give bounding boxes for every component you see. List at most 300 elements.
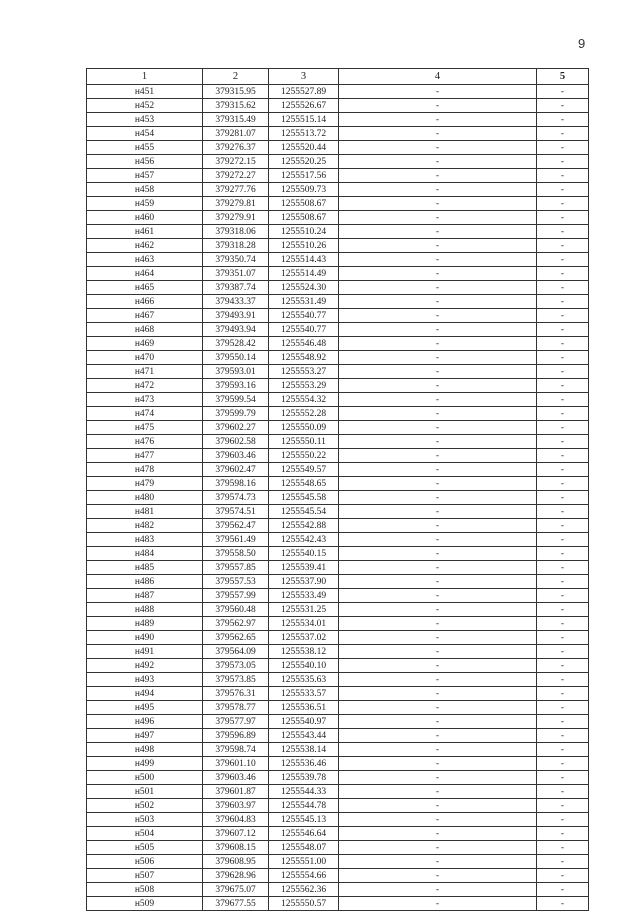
table-cell: 379599.54 (203, 393, 269, 407)
table-cell: - (537, 855, 589, 869)
table-cell: 379318.28 (203, 239, 269, 253)
table-cell: 379607.12 (203, 827, 269, 841)
table-cell: - (339, 645, 537, 659)
table-cell: - (339, 883, 537, 897)
table-cell: н471 (87, 365, 203, 379)
table-cell: - (537, 519, 589, 533)
table-cell: 379550.14 (203, 351, 269, 365)
table-cell: 379574.51 (203, 505, 269, 519)
table-cell: 1255527.89 (269, 85, 339, 99)
table-cell: 379281.07 (203, 127, 269, 141)
table-cell: 379602.58 (203, 435, 269, 449)
table-cell: н469 (87, 337, 203, 351)
table-cell: 379557.99 (203, 589, 269, 603)
table-row (87, 281, 589, 295)
table-cell: - (339, 197, 537, 211)
table-cell: - (537, 785, 589, 799)
table-cell: 379598.16 (203, 477, 269, 491)
table-cell: 379573.85 (203, 673, 269, 687)
table-cell: - (537, 435, 589, 449)
table-cell: 379279.81 (203, 197, 269, 211)
table-cell: н466 (87, 295, 203, 309)
table-cell: - (537, 505, 589, 519)
table-cell: - (339, 393, 537, 407)
table-cell: 1255554.32 (269, 393, 339, 407)
table-cell: - (537, 309, 589, 323)
table-cell: - (537, 729, 589, 743)
table-row (87, 239, 589, 253)
table-row (87, 869, 589, 883)
table-cell: 379677.55 (203, 897, 269, 911)
table-cell: 1255536.51 (269, 701, 339, 715)
table-cell: 1255538.14 (269, 743, 339, 757)
table-cell: 1255508.67 (269, 197, 339, 211)
table-cell: 379601.87 (203, 785, 269, 799)
table-cell: - (339, 477, 537, 491)
column-header-5: 5 (537, 69, 589, 85)
table-cell: н473 (87, 393, 203, 407)
table-cell: н478 (87, 463, 203, 477)
table-cell: 1255548.92 (269, 351, 339, 365)
table-cell: н476 (87, 435, 203, 449)
table-cell: 1255544.78 (269, 799, 339, 813)
table-cell: - (339, 673, 537, 687)
table-row (87, 379, 589, 393)
table-cell: - (537, 239, 589, 253)
table-row (87, 491, 589, 505)
table-cell: 379601.10 (203, 757, 269, 771)
table-cell: 379573.05 (203, 659, 269, 673)
table-row (87, 813, 589, 827)
table-cell: - (537, 407, 589, 421)
table-cell: - (339, 729, 537, 743)
table-cell: 379315.62 (203, 99, 269, 113)
table-cell: 1255554.66 (269, 869, 339, 883)
table-cell: 1255539.41 (269, 561, 339, 575)
table-cell: - (339, 561, 537, 575)
table-cell: - (339, 701, 537, 715)
table-cell: 379315.95 (203, 85, 269, 99)
column-header-3: 3 (269, 69, 339, 85)
table-row (87, 197, 589, 211)
table-cell: 379603.46 (203, 449, 269, 463)
table-cell: н459 (87, 197, 203, 211)
table-cell: - (339, 169, 537, 183)
table-cell: 379564.09 (203, 645, 269, 659)
column-header-2: 2 (203, 69, 269, 85)
table-cell: - (339, 533, 537, 547)
table-cell: н495 (87, 701, 203, 715)
table-cell: 1255517.56 (269, 169, 339, 183)
table-cell: 1255540.77 (269, 323, 339, 337)
table-row (87, 449, 589, 463)
table-cell: - (339, 421, 537, 435)
table-cell: 379593.01 (203, 365, 269, 379)
table-row (87, 393, 589, 407)
table-row (87, 435, 589, 449)
table-cell: - (339, 323, 537, 337)
table-cell: - (339, 449, 537, 463)
table-cell: - (537, 463, 589, 477)
table-cell: - (537, 365, 589, 379)
table-row (87, 155, 589, 169)
table-cell: 1255540.97 (269, 715, 339, 729)
table-cell: 1255526.67 (269, 99, 339, 113)
table-cell: 379562.47 (203, 519, 269, 533)
table-cell: - (537, 141, 589, 155)
table-cell: н502 (87, 799, 203, 813)
table-cell: - (339, 799, 537, 813)
table-cell: н487 (87, 589, 203, 603)
table-cell: 379602.47 (203, 463, 269, 477)
table-cell: 1255543.44 (269, 729, 339, 743)
table-cell: 1255550.11 (269, 435, 339, 449)
table-row (87, 715, 589, 729)
table-cell: н504 (87, 827, 203, 841)
table-cell: - (537, 799, 589, 813)
table-row (87, 113, 589, 127)
table-cell: н483 (87, 533, 203, 547)
table-cell: - (339, 589, 537, 603)
table-cell: 379596.89 (203, 729, 269, 743)
table-cell: н457 (87, 169, 203, 183)
table-cell: - (339, 113, 537, 127)
table-row (87, 743, 589, 757)
table-cell: 379561.49 (203, 533, 269, 547)
table-cell: н465 (87, 281, 203, 295)
table-cell: н451 (87, 85, 203, 99)
table-cell: - (537, 323, 589, 337)
table-cell: 1255520.44 (269, 141, 339, 155)
table-cell: - (339, 505, 537, 519)
table-row (87, 365, 589, 379)
table-row (87, 785, 589, 799)
column-header-4: 4 (339, 69, 537, 85)
table-cell: - (537, 869, 589, 883)
table-cell: н490 (87, 631, 203, 645)
table-cell: 1255510.24 (269, 225, 339, 239)
table-cell: 1255550.57 (269, 897, 339, 911)
table-cell: - (339, 183, 537, 197)
table-row (87, 603, 589, 617)
table-cell: - (537, 603, 589, 617)
table-cell: н484 (87, 547, 203, 561)
table-cell: - (339, 379, 537, 393)
table-cell: 379628.96 (203, 869, 269, 883)
table-cell: н496 (87, 715, 203, 729)
table-cell: - (339, 407, 537, 421)
table-cell: 379350.74 (203, 253, 269, 267)
table-cell: н485 (87, 561, 203, 575)
table-row (87, 617, 589, 631)
table-cell: 379272.27 (203, 169, 269, 183)
table-cell: 379387.74 (203, 281, 269, 295)
table-cell: н452 (87, 99, 203, 113)
table-cell: н503 (87, 813, 203, 827)
table-cell: - (339, 435, 537, 449)
table-cell: - (339, 225, 537, 239)
table-cell: н461 (87, 225, 203, 239)
table-row (87, 323, 589, 337)
table-cell: 379493.91 (203, 309, 269, 323)
table-cell: 1255545.13 (269, 813, 339, 827)
table-cell: - (537, 295, 589, 309)
table-cell: - (339, 267, 537, 281)
table-cell: - (537, 337, 589, 351)
table-cell: - (537, 393, 589, 407)
table-cell: н499 (87, 757, 203, 771)
table-cell: - (537, 127, 589, 141)
table-cell: 1255540.10 (269, 659, 339, 673)
table-cell: н463 (87, 253, 203, 267)
page-number: 9 (578, 36, 586, 51)
table-row (87, 729, 589, 743)
table-cell: н462 (87, 239, 203, 253)
table-cell: 379603.46 (203, 771, 269, 785)
table-cell: - (537, 547, 589, 561)
table-cell: - (339, 127, 537, 141)
table-cell: - (339, 337, 537, 351)
table-cell: - (339, 85, 537, 99)
table-cell: 1255534.01 (269, 617, 339, 631)
table-cell: 1255553.27 (269, 365, 339, 379)
table-cell: - (537, 491, 589, 505)
table-row (87, 575, 589, 589)
table-cell: 1255546.48 (269, 337, 339, 351)
table-cell: 379433.37 (203, 295, 269, 309)
table-cell: - (537, 701, 589, 715)
table-cell: - (537, 351, 589, 365)
table-cell: - (537, 267, 589, 281)
table-cell: н505 (87, 841, 203, 855)
table-cell: н494 (87, 687, 203, 701)
table-cell: 1255562.36 (269, 883, 339, 897)
table-cell: - (537, 113, 589, 127)
table-cell: 1255545.58 (269, 491, 339, 505)
table-cell: н477 (87, 449, 203, 463)
table-cell: н480 (87, 491, 203, 505)
table-cell: 379276.37 (203, 141, 269, 155)
table-cell: - (537, 589, 589, 603)
table-cell: 1255514.43 (269, 253, 339, 267)
table-cell: 379562.97 (203, 617, 269, 631)
table-cell: - (537, 617, 589, 631)
table-cell: - (537, 687, 589, 701)
table-cell: н488 (87, 603, 203, 617)
table-cell: - (537, 169, 589, 183)
table-cell: - (537, 561, 589, 575)
table-row (87, 533, 589, 547)
table-cell: н464 (87, 267, 203, 281)
table-cell: - (537, 813, 589, 827)
table-row (87, 519, 589, 533)
table-cell: н458 (87, 183, 203, 197)
table-cell: 379493.94 (203, 323, 269, 337)
table-row (87, 127, 589, 141)
table-cell: - (537, 477, 589, 491)
table-cell: 379558.50 (203, 547, 269, 561)
table-row (87, 547, 589, 561)
table-row (87, 631, 589, 645)
table-cell: - (339, 631, 537, 645)
table-row (87, 407, 589, 421)
table-cell: 1255513.72 (269, 127, 339, 141)
table-cell: - (339, 295, 537, 309)
table-cell: н454 (87, 127, 203, 141)
table-cell: н467 (87, 309, 203, 323)
table-cell: - (339, 813, 537, 827)
table-cell: - (339, 99, 537, 113)
table-cell: 1255553.29 (269, 379, 339, 393)
table-cell: - (339, 253, 537, 267)
table-cell: 1255542.88 (269, 519, 339, 533)
table-row (87, 309, 589, 323)
table-row (87, 85, 589, 99)
table-row (87, 477, 589, 491)
table-cell: н489 (87, 617, 203, 631)
table-cell: - (537, 225, 589, 239)
table-cell: 1255548.65 (269, 477, 339, 491)
table-cell: - (339, 617, 537, 631)
table-cell: 1255535.63 (269, 673, 339, 687)
table-row (87, 267, 589, 281)
table-cell: - (537, 85, 589, 99)
table-cell: н468 (87, 323, 203, 337)
table-cell: - (537, 449, 589, 463)
table-cell: 1255533.49 (269, 589, 339, 603)
table-cell: 1255510.26 (269, 239, 339, 253)
table-cell: - (339, 239, 537, 253)
table-cell: н475 (87, 421, 203, 435)
table-header-row (87, 69, 589, 85)
table-cell: 1255539.78 (269, 771, 339, 785)
table-cell: 379557.53 (203, 575, 269, 589)
table-cell: 1255514.49 (269, 267, 339, 281)
table-cell: 1255533.57 (269, 687, 339, 701)
table-cell: - (339, 547, 537, 561)
table-row (87, 897, 589, 911)
table-row (87, 771, 589, 785)
table-cell: н455 (87, 141, 203, 155)
table-cell: - (537, 99, 589, 113)
table-cell: 1255536.46 (269, 757, 339, 771)
table-cell: 379608.15 (203, 841, 269, 855)
table-cell: - (339, 281, 537, 295)
table-cell: 1255552.28 (269, 407, 339, 421)
table-cell: - (537, 631, 589, 645)
table-cell: - (537, 645, 589, 659)
table-cell: 1255551.00 (269, 855, 339, 869)
table-cell: н481 (87, 505, 203, 519)
table-row (87, 337, 589, 351)
table-cell: - (339, 603, 537, 617)
table-cell: 1255540.77 (269, 309, 339, 323)
table-row (87, 99, 589, 113)
table-cell: 379528.42 (203, 337, 269, 351)
table-row (87, 645, 589, 659)
table-row (87, 757, 589, 771)
table-cell: н493 (87, 673, 203, 687)
table-cell: н507 (87, 869, 203, 883)
table-cell: 1255544.33 (269, 785, 339, 799)
table-cell: 379562.65 (203, 631, 269, 645)
table-row (87, 673, 589, 687)
table-cell: н474 (87, 407, 203, 421)
coordinates-table (86, 68, 589, 911)
table-cell: - (537, 827, 589, 841)
table-cell: - (339, 743, 537, 757)
table-row (87, 351, 589, 365)
table-cell: н506 (87, 855, 203, 869)
table-cell: 379351.07 (203, 267, 269, 281)
table-cell: 379593.16 (203, 379, 269, 393)
table-cell: - (339, 869, 537, 883)
table-row (87, 855, 589, 869)
table-cell: 1255531.25 (269, 603, 339, 617)
table-cell: - (339, 155, 537, 169)
table-cell: 379315.49 (203, 113, 269, 127)
table-cell: - (339, 491, 537, 505)
table-cell: 1255524.30 (269, 281, 339, 295)
table-cell: н497 (87, 729, 203, 743)
table-cell: - (339, 141, 537, 155)
table-cell: 1255548.07 (269, 841, 339, 855)
table-row (87, 799, 589, 813)
table-row (87, 561, 589, 575)
table-row (87, 463, 589, 477)
table-row (87, 253, 589, 267)
table-cell: 1255550.09 (269, 421, 339, 435)
table-cell: 1255549.57 (269, 463, 339, 477)
table-cell: 1255515.14 (269, 113, 339, 127)
table-cell: 1255520.25 (269, 155, 339, 169)
table-cell: 379598.74 (203, 743, 269, 757)
table-cell: - (537, 897, 589, 911)
table-cell: - (339, 211, 537, 225)
table-cell: - (339, 687, 537, 701)
table-cell: 1255550.22 (269, 449, 339, 463)
table-cell: 1255542.43 (269, 533, 339, 547)
table-row (87, 169, 589, 183)
table-cell: - (537, 575, 589, 589)
table-cell: н453 (87, 113, 203, 127)
table-row (87, 701, 589, 715)
table-row (87, 295, 589, 309)
table-cell: - (339, 897, 537, 911)
table-cell: н460 (87, 211, 203, 225)
table-cell: - (339, 309, 537, 323)
table-cell: н492 (87, 659, 203, 673)
table-row (87, 505, 589, 519)
table-cell: 1255531.49 (269, 295, 339, 309)
table-cell: н501 (87, 785, 203, 799)
table-cell: - (537, 673, 589, 687)
table-cell: н491 (87, 645, 203, 659)
table-cell: 379272.15 (203, 155, 269, 169)
table-row (87, 659, 589, 673)
table-cell: 379577.97 (203, 715, 269, 729)
table-cell: 379318.06 (203, 225, 269, 239)
table-cell: 1255546.64 (269, 827, 339, 841)
table-row (87, 141, 589, 155)
table-cell: 1255545.54 (269, 505, 339, 519)
table-cell: н482 (87, 519, 203, 533)
table-cell: 379675.07 (203, 883, 269, 897)
table-cell: - (339, 757, 537, 771)
table-cell: 379560.48 (203, 603, 269, 617)
table-cell: 379557.85 (203, 561, 269, 575)
table-cell: н479 (87, 477, 203, 491)
